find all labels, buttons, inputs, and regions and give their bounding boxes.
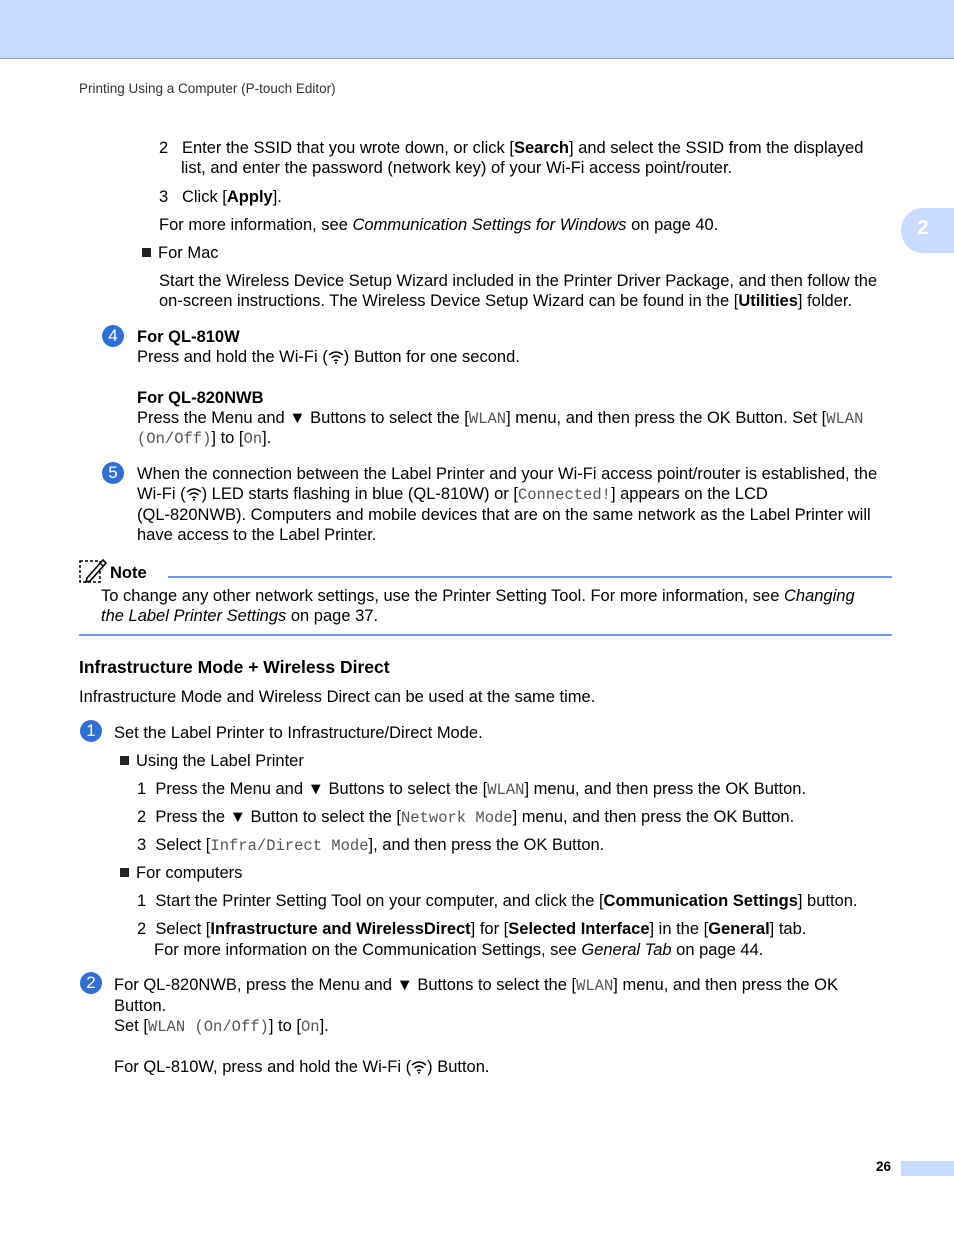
step-5-line1: When the connection between the Label Printer and your Wi-Fi access point/router is established, the xyxy=(137,465,878,483)
header-banner xyxy=(0,0,954,59)
section-intro: Infrastructure Mode and Wireless Direct can be used at the same time. xyxy=(79,688,596,706)
substep-3: 3 Click [Apply]. xyxy=(159,188,282,206)
link-communication-settings[interactable]: Communication Settings for Windows xyxy=(352,216,627,234)
bullet-using-label-printer: Using the Label Printer xyxy=(120,751,304,771)
more-info-windows: For more information, see Communication Settings for Windows on page 40. xyxy=(159,216,719,234)
note-title: Note xyxy=(110,564,147,582)
computers-substep-2-line2: For more information on the Communication Settings, see General Tab on page 44. xyxy=(154,941,764,959)
note-bottom-rule xyxy=(79,634,892,636)
bullet-square-icon xyxy=(142,248,151,257)
step-5-line4: have access to the Label Printer. xyxy=(137,526,377,544)
breadcrumb: Printing Using a Computer (P-touch Editor) xyxy=(79,81,336,96)
note-pencil-icon xyxy=(79,557,108,584)
link-general-tab[interactable]: General Tab xyxy=(581,941,672,959)
step-1-badge: 1 xyxy=(80,720,102,742)
step-5-line2: Wi-Fi ( ) LED starts flashing in blue (QL-810W) or [Connected!] appears on the LCD xyxy=(137,485,768,504)
step-2-badge: 2 xyxy=(80,972,102,994)
step-4-text-820nwb: Press the Menu and ▼ Buttons to select the [WLAN] menu, and then press the OK Button. Set [WLAN xyxy=(137,409,864,428)
bullet-square-icon xyxy=(120,756,129,765)
step-4-text-820nwb-line2: (On/Off)] to [On]. xyxy=(137,429,272,448)
step-4-heading-810w: For QL-810W xyxy=(137,328,240,346)
step-4-heading-820nwb: For QL-820NWB xyxy=(137,389,264,407)
section-heading: Infrastructure Mode + Wireless Direct xyxy=(79,657,390,677)
step-5-line3: (QL-820NWB). Computers and mobile devices that are on the same network as the Label Printer will xyxy=(137,506,871,524)
wifi-icon xyxy=(328,350,344,364)
step-2-line1: For QL-820NWB, press the Menu and ▼ Buttons to select the [WLAN] menu, and then press the OK xyxy=(114,976,838,995)
link-changing-settings[interactable]: Changing xyxy=(783,587,855,605)
bullet-square-icon xyxy=(120,868,129,877)
mac-line2: on-screen instructions. The Wireless Device Setup Wizard can be found in the [Utilities] folder. xyxy=(159,292,853,310)
bullet-for-computers: For computers xyxy=(120,863,242,883)
mac-line1: Start the Wireless Device Setup Wizard included in the Printer Driver Package, and then follow the xyxy=(159,272,878,290)
computers-substep-2: 2 Select [Infrastructure and WirelessDirect] for [Selected Interface] in the [General] tab. xyxy=(137,920,807,938)
step-5-badge: 5 xyxy=(102,462,124,484)
step-2-line2: Button. xyxy=(114,997,167,1015)
step-2-line4: For QL-810W, press and hold the Wi-Fi ( ) Button. xyxy=(114,1058,490,1076)
step-4-text-810w: Press and hold the Wi-Fi ( ) Button for one second. xyxy=(137,348,520,366)
wifi-icon xyxy=(411,1060,427,1074)
wifi-icon xyxy=(186,487,202,501)
step-4-badge: 4 xyxy=(102,325,124,347)
note-top-rule xyxy=(168,576,892,578)
using-substep-3: 3 Select [Infra/Direct Mode], and then press the OK Button. xyxy=(137,836,605,855)
note-line2: the Label Printer Settings on page 37. xyxy=(101,607,379,625)
substep-2: 2 Enter the SSID that you wrote down, or click [Search] and select the SSID from the displayed xyxy=(159,139,864,157)
step-1-text: Set the Label Printer to Infrastructure/Direct Mode. xyxy=(114,724,483,742)
step-2-line3: Set [WLAN (On/Off)] to [On]. xyxy=(114,1017,329,1036)
bullet-for-mac: For Mac xyxy=(142,243,219,263)
using-substep-2: 2 Press the ▼ Button to select the [Network Mode] menu, and then press the OK Button. xyxy=(137,808,795,827)
chapter-tab xyxy=(901,208,954,253)
page-number: 26 xyxy=(876,1159,892,1174)
link-changing-settings-cont[interactable]: the Label Printer Settings xyxy=(101,607,287,625)
using-substep-1: 1 Press the Menu and ▼ Buttons to select the [WLAN] menu, and then press the OK Button. xyxy=(137,780,807,799)
chapter-number: 2 xyxy=(917,217,929,239)
computers-substep-1: 1 Start the Printer Setting Tool on your computer, and click the [Communication Settings] button. xyxy=(137,892,858,910)
note-line1: To change any other network settings, use the Printer Setting Tool. For more information, see Changing xyxy=(101,587,855,605)
page-number-bar xyxy=(901,1161,954,1176)
substep-2-line2: list, and enter the password (network key) of your Wi-Fi access point/router. xyxy=(181,159,733,177)
